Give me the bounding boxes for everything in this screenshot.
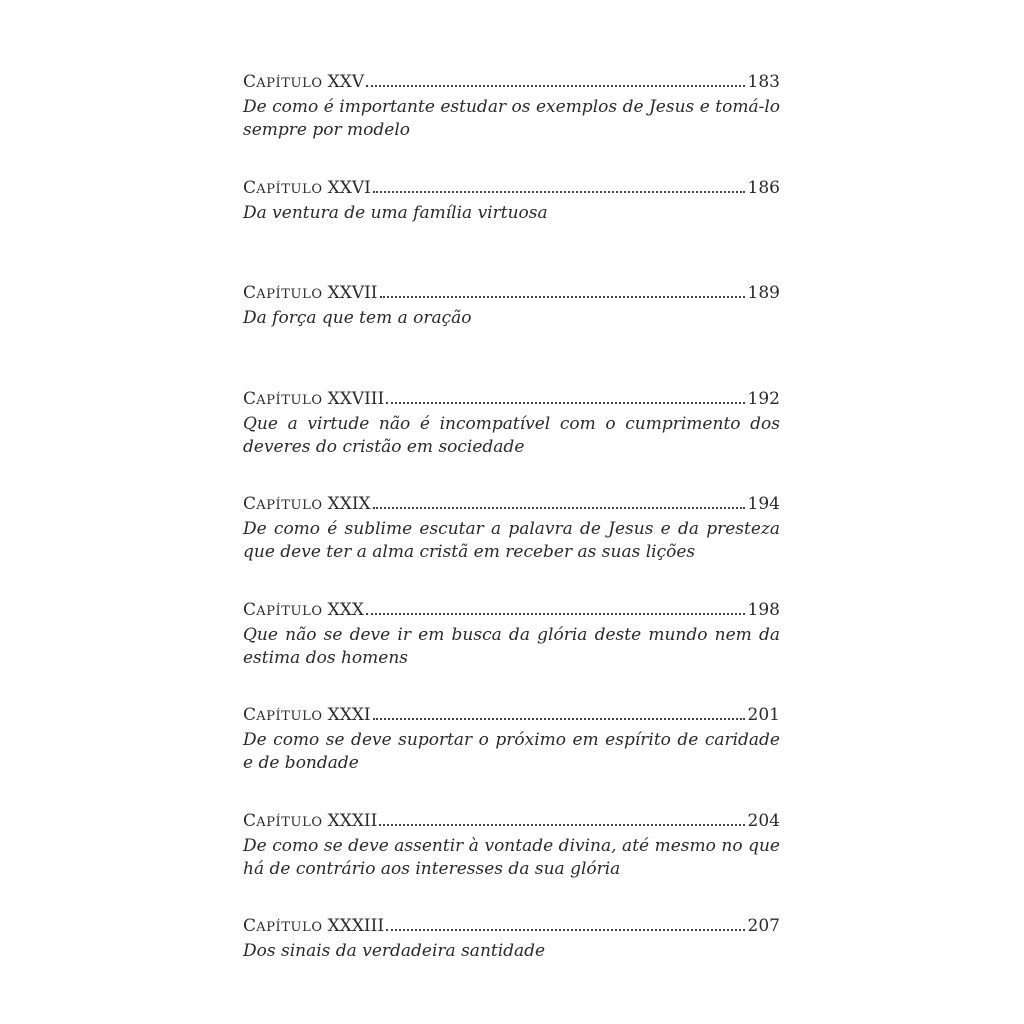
chapter-label: [243, 492, 323, 518]
dot-leader: [373, 183, 745, 193]
dot-leader: [366, 605, 745, 615]
toc-entry: [243, 70, 780, 176]
chapter-heading-line: [243, 492, 780, 518]
chapter-label: [243, 176, 323, 202]
chapter-label: [243, 809, 323, 835]
chapter-number: XXVIII: [327, 388, 385, 409]
chapter-label-rest: APÍTULO: [256, 814, 323, 830]
chapter-label-rest: APÍTULO: [256, 709, 323, 724]
table-of-contents: [243, 70, 780, 1020]
dot-leader: [386, 921, 744, 931]
chapter-description: De como é importante estudar os exemplos de Jesus e tomá-lo sempre por modelo: [243, 97, 780, 140]
page-number: 204: [747, 810, 780, 831]
page-number: 192: [747, 388, 780, 409]
chapter-label-rest: APÍTULO: [256, 498, 323, 513]
chapter-label-initial: C: [243, 283, 257, 303]
chapter-number: XXV: [327, 72, 365, 92]
chapter-label-rest: APÍTULO: [256, 603, 323, 619]
chapter-heading-line: [243, 598, 780, 624]
chapter-label-rest: APÍTULO: [256, 76, 323, 91]
dot-leader: [373, 710, 745, 720]
chapter-label: [243, 598, 323, 624]
toc-entry: [243, 914, 780, 1020]
toc-entry: [243, 176, 780, 282]
chapter-description: Dos sinais da verdadeira santidade: [243, 941, 546, 961]
chapter-label-rest: APÍTULO: [256, 920, 323, 935]
toc-entry: [243, 809, 780, 915]
dot-leader: [379, 816, 744, 826]
chapter-description: Da ventura de uma família virtuosa: [243, 202, 548, 223]
chapter-heading-line: [243, 387, 780, 413]
chapter-label-rest: APÍTULO: [256, 287, 323, 302]
chapter-description: Que não se deve ir em busca da glória deste mundo nem da estima dos homens: [243, 624, 780, 668]
chapter-label-initial: C: [243, 388, 257, 409]
chapter-heading-line: [243, 70, 780, 96]
dot-leader: [366, 77, 744, 87]
chapter-label-initial: C: [243, 916, 257, 936]
chapter-heading-line: [243, 281, 780, 307]
toc-entry: [243, 703, 780, 809]
chapter-number: XXIX: [327, 494, 371, 514]
toc-entry: [243, 492, 780, 598]
dot-leader: [373, 499, 745, 509]
chapter-label-initial: C: [243, 494, 257, 514]
page-number: 198: [747, 599, 780, 620]
chapter-heading-line: [243, 914, 780, 940]
chapter-label-rest: APÍTULO: [256, 392, 323, 408]
chapter-label: [243, 281, 323, 307]
chapter-number: XXVII: [327, 283, 378, 303]
chapter-description: Da força que tem a oração: [243, 308, 472, 328]
chapter-label: [243, 70, 323, 96]
chapter-description: De como se deve suportar o próximo em espírito de caridade e de bondade: [243, 730, 780, 773]
chapter-label-initial: C: [243, 705, 257, 725]
page-number: 189: [747, 283, 780, 303]
page-number: 186: [747, 177, 780, 198]
chapter-label-initial: C: [243, 177, 257, 198]
chapter-description: De como é sublime escutar a palavra de Jesus e da presteza que deve ter a alma cristã em receber as suas lições: [243, 519, 780, 562]
chapter-label-initial: C: [243, 599, 257, 620]
page-number: 207: [747, 916, 780, 936]
toc-entry: [243, 387, 780, 493]
chapter-label: [243, 703, 323, 729]
chapter-number: XXXI: [327, 705, 371, 725]
chapter-number: XXVI: [327, 177, 371, 198]
chapter-number: XXXII: [327, 810, 378, 831]
page-number: 201: [747, 705, 780, 725]
chapter-label: [243, 387, 323, 413]
chapter-description: De como se deve assentir à vontade divina, até mesmo no que há de contrário aos interesses da sua glória: [243, 835, 780, 879]
toc-entry: [243, 281, 780, 387]
chapter-description: Que a virtude não é incompatível com o cumprimento dos deveres do cristão em sociedade: [243, 413, 780, 457]
page-number: 194: [747, 494, 780, 514]
dot-leader: [386, 394, 744, 404]
chapter-number: XXXIII: [327, 916, 385, 936]
toc-entry: [243, 598, 780, 704]
chapter-label-rest: APÍTULO: [256, 181, 323, 197]
chapter-label: [243, 914, 323, 940]
dot-leader: [380, 288, 745, 298]
chapter-heading-line: [243, 703, 780, 729]
chapter-label-initial: C: [243, 810, 257, 831]
chapter-number: XXX: [327, 599, 364, 620]
chapter-heading-line: [243, 809, 780, 835]
chapter-label-initial: C: [243, 72, 257, 92]
page-number: 183: [747, 72, 780, 92]
chapter-heading-line: [243, 176, 780, 202]
